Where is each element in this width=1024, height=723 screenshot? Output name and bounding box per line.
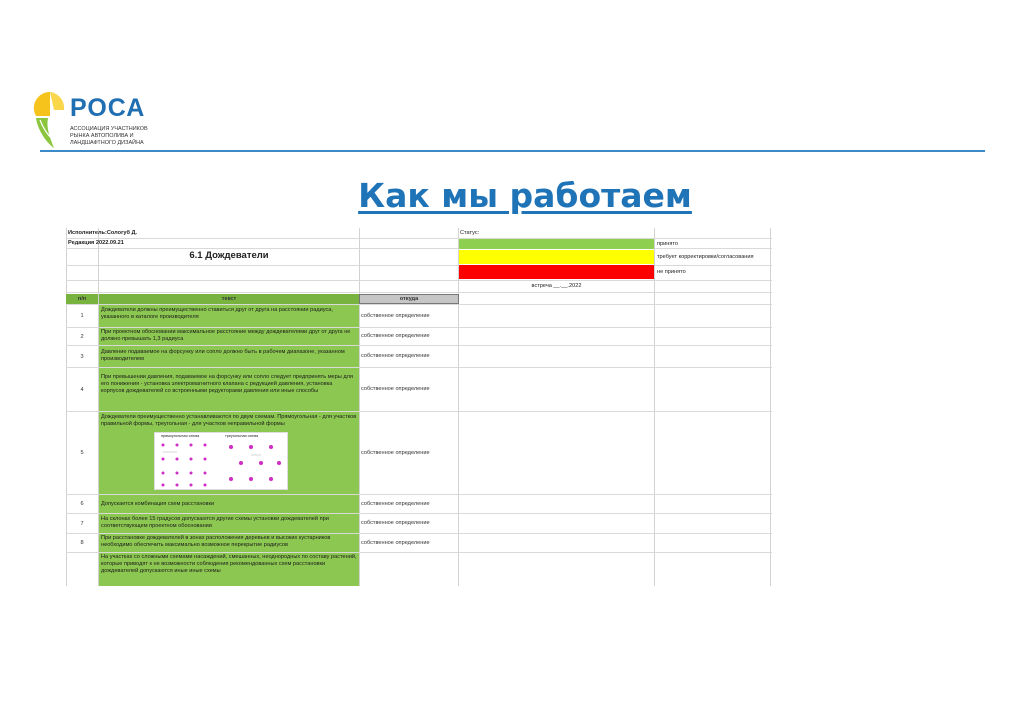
- rect-scheme-label: прямоугольная схема: [161, 434, 200, 438]
- table-row-num: [66, 553, 98, 586]
- table-row-num: 2: [80, 333, 84, 340]
- table-row-source: собственное определение: [361, 312, 430, 319]
- table-row-text: На участках со сложными схемами насаждений, смешанных, неоднородных по составу растений, которые приводят к не возможности соблюдения рекомендованных схем расстановки дождевателей допускаются иные иные схемы: [101, 554, 357, 574]
- executor-label: Исполнитель:Сологуб Д.: [68, 230, 138, 236]
- table-row-source: собственное определение: [361, 353, 430, 359]
- meeting-label: встреча __.__.2022: [531, 283, 582, 289]
- table-row-source: собственное определение: [361, 520, 430, 526]
- legend-label-rejected: не принято: [657, 269, 686, 275]
- table-row-num: 7: [80, 520, 84, 527]
- legend-swatch-accepted: [459, 239, 654, 249]
- table-row-num: 5: [80, 450, 84, 456]
- legend-swatch-rejected: [459, 265, 654, 279]
- column-header-source: откуда: [359, 294, 459, 304]
- table-row-text: Дождеватели должны преимущественно ставиться друг от друга на расстоянии радиуса, указанного в каталоге производителя: [101, 307, 333, 320]
- sprinkler-dots-icon: [155, 433, 287, 489]
- logo-subtitle: АССОЦИАЦИЯ УЧАСТНИКОВ РЫНКА АВТОПОЛИВА И ЛАНДШАФТНОГО ДИЗАЙНА: [70, 126, 148, 146]
- table-row-source: собственное определение: [361, 333, 430, 339]
- status-label: Статус:: [460, 230, 480, 236]
- section-title: 6.1 Дождеватели: [189, 250, 269, 261]
- table-row-num: 4: [80, 386, 84, 393]
- table-row-text: На склонах более 15 градусов допускаются другие схемы установки дождевателей при соответствующем проектном обосновании: [101, 516, 329, 529]
- rosa-logo: [30, 88, 190, 150]
- logo-name: РОСА: [70, 94, 146, 122]
- table-row-num: 6: [80, 501, 84, 507]
- table-row-text: При проектном обосновании максимальное расстояние между дождевателями друг от друга не должно превышать 1,3 радиуса: [101, 329, 351, 342]
- revision-label: Редакция 2022.09.21: [68, 240, 124, 246]
- table-row-num: 3: [80, 353, 84, 360]
- legend-label-needs-correction: требует корректировки/согласования: [657, 254, 754, 260]
- table-row-source: собственное определение: [361, 500, 430, 507]
- header-divider: [40, 150, 985, 152]
- table-row-num: 1: [80, 313, 84, 319]
- table-row-text: При расстановке дождевателей в зонах расположения деревьев и высоких кустарников необходимо обеспечить максимально возможное перекрытие радиусов: [101, 535, 331, 548]
- page-title: Как мы работаем: [358, 176, 692, 215]
- table-row-source: собственное определение: [361, 539, 430, 546]
- tri-scheme-label: треугольная схема: [225, 434, 259, 438]
- column-header-num: п/п: [66, 294, 98, 304]
- spreadsheet: [66, 228, 772, 586]
- table-row-text: При превышении давления, подаваемое на форсунку или сопло следует предпринять меры для его понижения - установка электромагнитного клапана с редукцией давления, установка корпусов дождевателей со встроенными редукторами давления или иные способы: [101, 374, 353, 394]
- table-row-text: Допускается комбинация схем расстановки: [101, 501, 215, 507]
- table-row-num: 8: [80, 540, 84, 546]
- table-row-text: Дождеватели преимущественно устанавливаются по двум схемам. Прямоугольная - для участков правильной формы, треугольная - для участков неправильной формы: [101, 414, 357, 427]
- column-header-text: текст: [99, 294, 359, 304]
- sun-leaf-logo-icon: [30, 88, 70, 150]
- table-row-text: Давление подаваемое на форсунку или сопло должно быть в рабочем диапазоне, указанном производителем: [101, 349, 345, 362]
- legend-label-accepted: принято: [657, 241, 678, 247]
- legend-swatch-needs-correction: [459, 250, 654, 264]
- table-row-source: собственное определение: [361, 386, 430, 392]
- table-row-source: собственное определение: [361, 449, 430, 456]
- sprinkler-layout-diagram: [154, 432, 288, 490]
- table-row-source: [359, 553, 458, 586]
